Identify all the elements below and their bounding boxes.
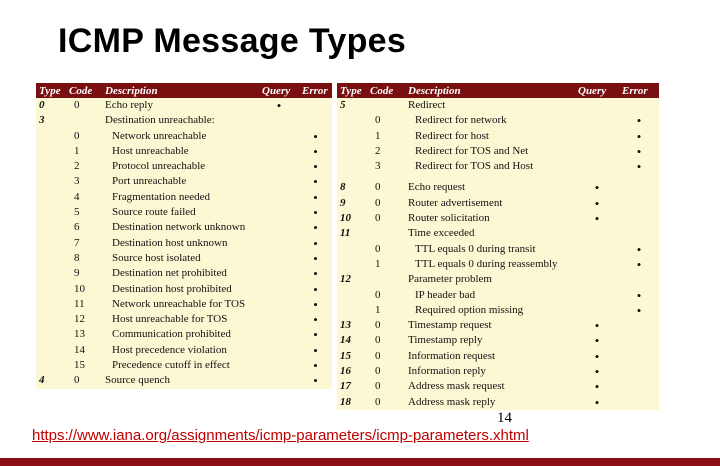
query-cell (575, 242, 619, 257)
query-cell (259, 144, 299, 159)
table-row (36, 205, 332, 220)
code-cell: 3 (375, 160, 381, 173)
type-cell: 0 (39, 99, 45, 111)
table-row (36, 343, 332, 358)
error-cell (619, 318, 659, 333)
table-row (337, 379, 659, 394)
code-cell: 7 (74, 236, 80, 249)
query-cell (259, 282, 299, 297)
query-cell (259, 220, 299, 235)
query-cell (575, 144, 619, 159)
type-cell: 18 (340, 395, 351, 408)
type-cell (36, 144, 66, 159)
description-cell: Source quench (105, 374, 171, 387)
table-row (337, 211, 659, 226)
error-cell: • (636, 287, 642, 303)
query-cell (259, 266, 299, 281)
query-cell: • (594, 394, 600, 410)
type-cell: 12 (340, 273, 351, 286)
code-cell: 5 (74, 206, 80, 219)
page-number: 14 (497, 410, 512, 426)
query-cell (259, 327, 299, 342)
code-cell: 15 (74, 359, 85, 372)
table-row (36, 312, 332, 327)
code-cell: 0 (375, 114, 381, 127)
table-row (337, 196, 659, 211)
query-cell (259, 343, 299, 358)
description-cell: Destination host unknown (112, 236, 228, 249)
type-cell: 14 (340, 334, 351, 347)
error-cell: • (636, 256, 642, 272)
error-cell: • (313, 312, 318, 328)
table-header-row (337, 83, 659, 98)
type-cell: 3 (39, 114, 45, 127)
error-cell: • (636, 128, 642, 144)
code-cell: 9 (74, 267, 80, 280)
icmp-table-right (337, 83, 659, 410)
table-row (36, 327, 332, 342)
table-row (36, 159, 332, 174)
table-row (36, 358, 332, 373)
description-cell: Precedence cutoff in effect (112, 359, 230, 372)
query-cell (575, 113, 619, 128)
error-cell: • (636, 143, 642, 159)
description-cell: Redirect (408, 99, 446, 111)
table-row (36, 129, 332, 144)
description-cell: Echo request (408, 181, 466, 194)
description-cell: Redirect for network (415, 114, 507, 127)
table-row (337, 226, 659, 241)
description-cell: Port unreachable (112, 175, 187, 188)
error-cell: • (313, 373, 318, 389)
code-cell: 4 (74, 190, 80, 203)
header-type: Type (36, 83, 66, 98)
iana-link[interactable]: https://www.iana.org/assignments/icmp-parameters/icmp-parameters.xhtml (32, 427, 529, 444)
description-cell: Redirect for TOS and Net (415, 144, 529, 157)
table-row (36, 236, 332, 251)
code-cell: 3 (74, 175, 80, 188)
error-cell (619, 272, 659, 287)
type-cell (36, 282, 66, 297)
code-cell: 0 (375, 349, 381, 362)
type-cell: 4 (39, 374, 45, 387)
query-cell (259, 113, 299, 128)
table-row (337, 303, 659, 318)
code-cell: 2 (74, 160, 80, 173)
code-cell (367, 226, 405, 241)
code-cell: 0 (375, 395, 381, 408)
query-cell (259, 312, 299, 327)
type-cell (36, 312, 66, 327)
description-cell: Timestamp reply (408, 334, 483, 347)
query-cell (259, 129, 299, 144)
type-cell (36, 266, 66, 281)
error-cell (619, 196, 659, 211)
error-cell: • (313, 220, 318, 236)
table-row (36, 113, 332, 128)
header-query: Query (575, 83, 619, 98)
table-row (337, 333, 659, 348)
table-row (337, 364, 659, 379)
error-cell: • (636, 113, 642, 129)
type-cell: 16 (340, 365, 351, 378)
code-cell (66, 113, 102, 128)
query-cell: • (594, 180, 600, 196)
description-cell: Host unreachable for TOS (112, 313, 228, 326)
query-cell (259, 174, 299, 189)
header-code: Code (66, 83, 102, 98)
header-type: Type (337, 83, 367, 98)
type-cell (337, 159, 367, 174)
description-cell: Information reply (408, 365, 486, 378)
error-cell: • (636, 159, 642, 175)
type-cell (337, 288, 367, 303)
description-cell: Required option missing (415, 303, 524, 316)
query-cell: • (594, 379, 600, 395)
error-cell: • (313, 281, 318, 297)
type-cell: 15 (340, 349, 351, 362)
query-cell (259, 251, 299, 266)
error-cell (619, 211, 659, 226)
error-cell: • (313, 296, 318, 312)
code-cell: 1 (375, 257, 381, 270)
error-cell: • (636, 302, 642, 318)
code-cell: 0 (74, 374, 80, 387)
table-row (36, 373, 332, 388)
query-cell (575, 272, 619, 287)
error-cell (299, 98, 332, 113)
type-cell: 13 (340, 319, 351, 332)
query-cell (575, 303, 619, 318)
table-row (337, 349, 659, 364)
table-row (36, 220, 332, 235)
code-cell: 0 (375, 181, 381, 194)
table-row (337, 288, 659, 303)
description-cell: Destination network unknown (112, 221, 246, 234)
footer-bar (0, 458, 720, 466)
type-cell (36, 129, 66, 144)
query-cell (575, 288, 619, 303)
query-cell (259, 358, 299, 373)
table-row (337, 159, 659, 174)
description-cell: Echo reply (105, 99, 153, 111)
error-cell: • (313, 128, 318, 144)
slide-title: ICMP Message Types (58, 22, 407, 60)
query-cell (575, 159, 619, 174)
description-cell: Address mask request (408, 380, 505, 393)
error-cell: • (313, 189, 318, 205)
code-cell: 0 (375, 196, 381, 209)
code-cell: 0 (375, 334, 381, 347)
error-cell: • (313, 235, 318, 251)
code-cell: 0 (375, 380, 381, 393)
code-cell: 0 (375, 288, 381, 301)
error-cell: • (313, 342, 318, 358)
description-cell: Redirect for host (415, 129, 489, 142)
description-cell: Destination unreachable: (105, 114, 215, 127)
description-cell: Redirect for TOS and Host (415, 160, 534, 173)
query-cell (259, 236, 299, 251)
table-header-row (36, 83, 332, 98)
description-cell: Source route failed (112, 206, 196, 219)
type-cell (36, 343, 66, 358)
query-cell: • (276, 98, 282, 113)
description-cell: Parameter problem (408, 273, 492, 286)
table-row (337, 242, 659, 257)
error-cell (619, 379, 659, 394)
table-row (337, 129, 659, 144)
header-error: Error (299, 83, 332, 98)
error-cell: • (313, 358, 318, 374)
query-cell (575, 129, 619, 144)
type-cell (337, 257, 367, 272)
table-row (36, 98, 332, 113)
code-cell: 1 (74, 144, 80, 157)
type-cell: 9 (340, 196, 346, 209)
table-row (337, 180, 659, 195)
description-cell: Host precedence violation (112, 343, 227, 356)
error-cell: • (313, 266, 318, 282)
description-cell: Source host isolated (112, 251, 201, 264)
type-cell (36, 159, 66, 174)
description-cell: Fragmentation needed (112, 190, 211, 203)
query-cell (259, 190, 299, 205)
code-cell: 0 (375, 319, 381, 332)
code-cell: 2 (375, 144, 381, 157)
code-cell (367, 98, 405, 113)
table-row (337, 318, 659, 333)
description-cell: Destination host prohibited (112, 282, 232, 295)
description-cell: TTL equals 0 during reassembly (415, 257, 558, 270)
code-cell: 14 (74, 343, 85, 356)
type-cell (36, 251, 66, 266)
error-cell (619, 349, 659, 364)
query-cell: • (594, 211, 600, 227)
error-cell: • (636, 241, 642, 257)
error-cell: • (313, 143, 318, 159)
description-cell: Destination net prohibited (112, 267, 227, 280)
type-cell (36, 297, 66, 312)
description-cell: Network unreachable (112, 129, 207, 142)
table-row (337, 113, 659, 128)
query-cell (259, 297, 299, 312)
code-cell: 0 (375, 365, 381, 378)
description-cell: Router advertisement (408, 196, 503, 209)
type-cell: 11 (340, 227, 351, 240)
type-cell (36, 190, 66, 205)
code-cell: 0 (375, 242, 381, 255)
error-cell (619, 364, 659, 379)
code-cell: 12 (74, 313, 85, 326)
description-cell: Time exceeded (408, 227, 475, 240)
error-cell (619, 98, 659, 113)
type-cell: 5 (340, 99, 346, 111)
query-cell: • (594, 318, 600, 334)
query-cell (259, 373, 299, 388)
description-cell: TTL equals 0 during transit (415, 242, 536, 255)
code-cell: 1 (375, 129, 381, 142)
error-cell: • (313, 250, 318, 266)
description-cell: Communication prohibited (112, 328, 231, 341)
query-cell: • (594, 364, 600, 380)
description-cell: Timestamp request (408, 319, 492, 332)
query-cell (259, 205, 299, 220)
table-row (36, 251, 332, 266)
code-cell: 6 (74, 221, 80, 234)
type-cell: 17 (340, 380, 351, 393)
description-cell: Router solicitation (408, 212, 490, 225)
description-cell: Information request (408, 349, 496, 362)
table-row (36, 297, 332, 312)
table-row (337, 395, 659, 410)
error-cell: • (313, 205, 318, 221)
query-cell (575, 226, 619, 241)
type-cell (337, 144, 367, 159)
header-description: Description (405, 83, 575, 98)
code-cell: 10 (74, 282, 85, 295)
type-cell (36, 327, 66, 342)
error-cell (619, 180, 659, 195)
table-row (36, 174, 332, 189)
code-cell: 1 (375, 303, 381, 316)
code-cell: 11 (74, 297, 85, 310)
code-cell: 0 (74, 129, 80, 142)
description-cell: Protocol unreachable (112, 160, 206, 173)
icmp-table-left (36, 83, 332, 389)
code-cell: 0 (375, 212, 381, 225)
header-code: Code (367, 83, 405, 98)
header-description: Description (102, 83, 259, 98)
type-cell (337, 303, 367, 318)
table-row (36, 266, 332, 281)
error-cell (299, 113, 332, 128)
query-cell (575, 257, 619, 272)
type-cell: 10 (340, 212, 351, 225)
query-cell (259, 159, 299, 174)
table-row (337, 257, 659, 272)
table-row (36, 144, 332, 159)
query-cell (575, 98, 619, 113)
error-cell (619, 333, 659, 348)
query-cell: • (594, 195, 600, 211)
type-cell (337, 113, 367, 128)
description-cell: Network unreachable for TOS (112, 297, 246, 310)
error-cell (619, 226, 659, 241)
type-cell (36, 205, 66, 220)
code-cell (367, 272, 405, 287)
description-cell: Host unreachable (112, 144, 189, 157)
type-cell (337, 242, 367, 257)
query-cell: • (594, 348, 600, 364)
type-cell (36, 220, 66, 235)
table-row (36, 190, 332, 205)
table-row (337, 144, 659, 159)
code-cell: 0 (74, 99, 80, 111)
type-cell (36, 236, 66, 251)
error-cell: • (313, 327, 318, 343)
type-cell (36, 358, 66, 373)
description-cell: IP header bad (415, 288, 476, 301)
type-cell (337, 129, 367, 144)
description-cell: Address mask reply (408, 395, 496, 408)
code-cell: 8 (74, 251, 80, 264)
type-cell: 8 (340, 181, 346, 194)
header-error: Error (619, 83, 659, 98)
error-cell: • (313, 159, 318, 175)
type-cell (36, 174, 66, 189)
query-cell: • (594, 333, 600, 349)
table-row (36, 282, 332, 297)
table-row (337, 272, 659, 287)
header-query: Query (259, 83, 299, 98)
code-cell: 13 (74, 328, 85, 341)
error-cell (619, 395, 659, 410)
error-cell: • (313, 174, 318, 190)
table-row (337, 98, 659, 113)
